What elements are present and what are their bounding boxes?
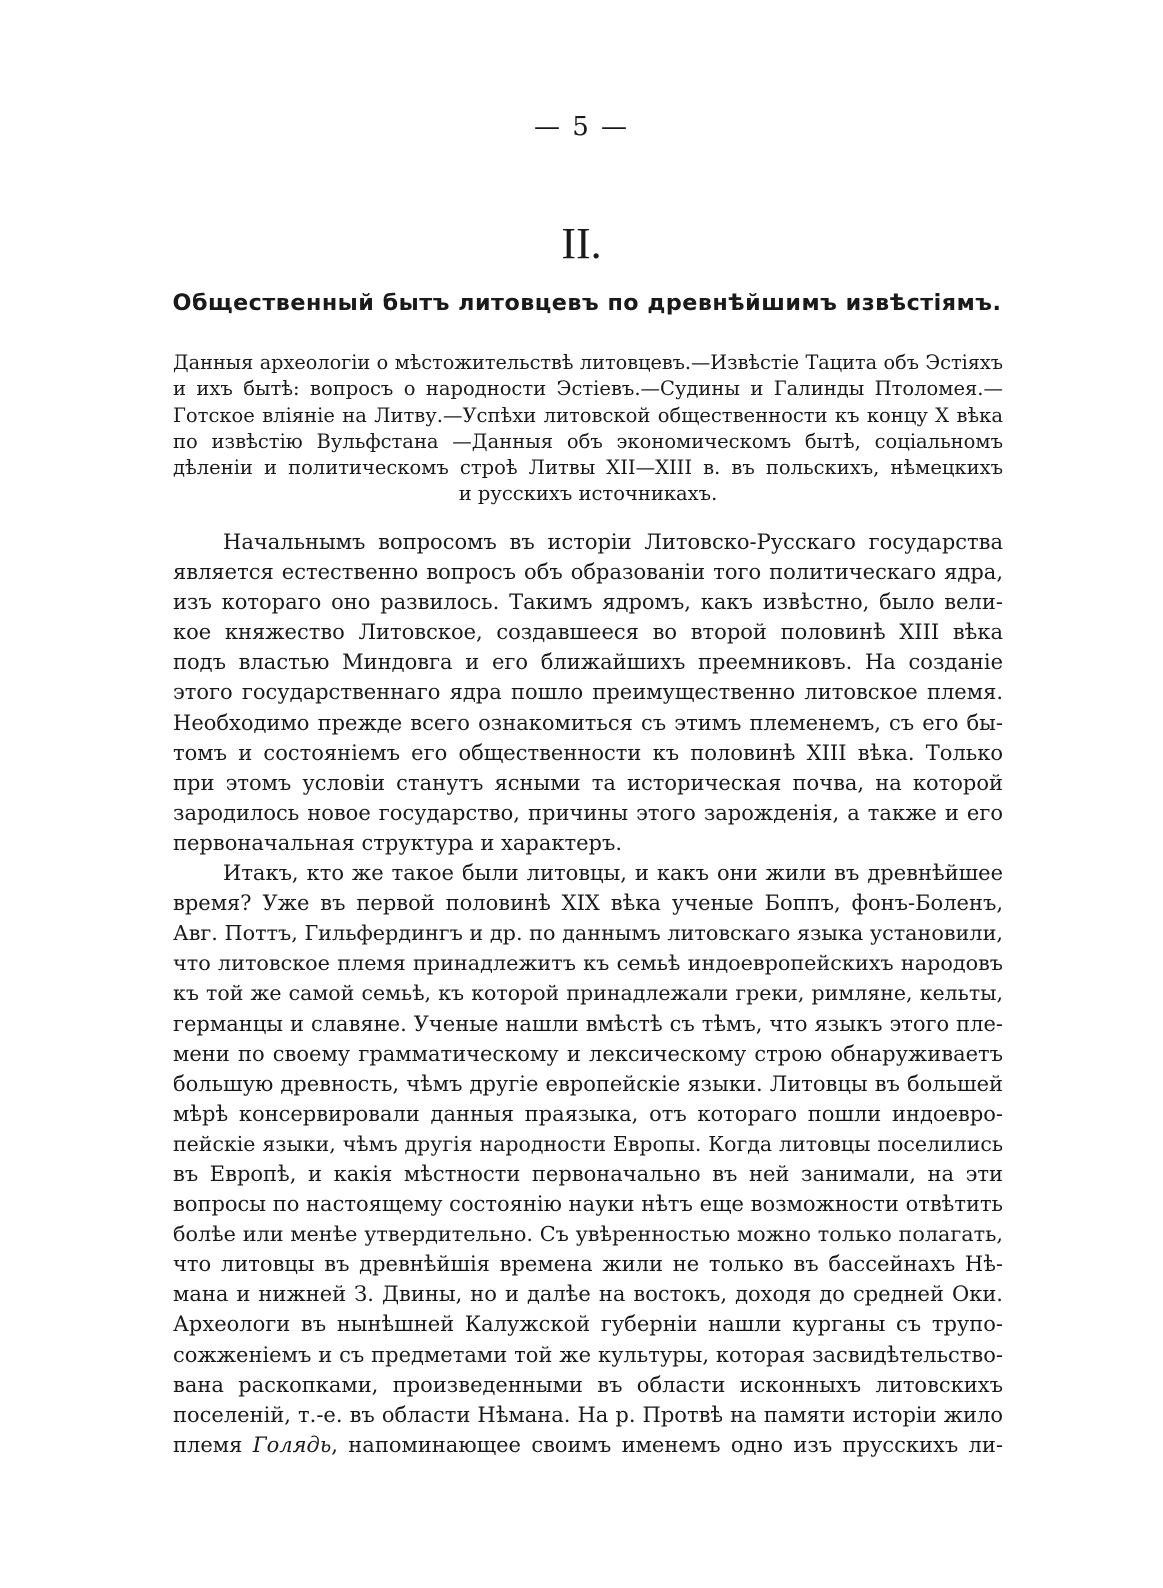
summary-line: Данныя археологіи о мѣстожительствѣ литовцевъ.—Извѣстіе Тацита объ Эстіяхъ <box>173 351 1003 374</box>
text-line: пейскіе языки, чѣмъ другія народности Европы. Когда литовцы поселились <box>173 1131 1003 1156</box>
text-line: большую древность, чѣмъ другіе европейскіе языки. Литовцы въ большей <box>173 1071 1003 1096</box>
text-line: мана и нижней З. Двины, но и далѣе на востокъ, доходя до средней Оки. <box>173 1282 1003 1307</box>
chapter-summary <box>173 350 1003 508</box>
chapter-title: Общественный бытъ литовцевъ по древнѣйшимъ извѣстіямъ. <box>172 290 1002 316</box>
text-line: въ Европѣ, и какія мѣстности первоначально въ ней занимали, на эти <box>173 1161 1003 1186</box>
text-line: германцы и славяне. Ученые нашли вмѣстѣ съ тѣмъ, что языкъ этого пле- <box>173 1011 1003 1036</box>
summary-line: дѣленіи и политическомъ строѣ Литвы XII—XIII в. въ польскихъ, нѣмецкихъ <box>173 456 1003 480</box>
text-line: подъ властью Миндовга и его ближайшихъ преемниковъ. На созданіе <box>173 650 1003 675</box>
summary-line: и русскихъ источникахъ. <box>458 482 718 506</box>
summary-line: и ихъ бытѣ: вопросъ о народности Эстіевъ.—Судины и Галинды Птоломея.— <box>173 377 1003 401</box>
text-line: кое княжество Литовское, создавшееся во второй половинѣ XIII вѣка <box>173 620 1003 645</box>
text-line: сожженіемъ и съ предметами той же культуры, которая засвидѣтельство- <box>173 1342 1003 1367</box>
text-line: является естественно вопросъ объ образованіи того политическаго ядра, <box>173 560 1003 585</box>
text-line: вана раскопками, произведенными въ области исконныхъ литовскихъ <box>173 1372 1003 1397</box>
text-line: томъ и состояніемъ его общественности къ половинѣ XIII вѣка. Только <box>173 740 1003 765</box>
text-line: при этомъ условіи станутъ ясными та историческая почва, на которой <box>173 770 1003 795</box>
text-line: Необходимо прежде всего ознакомиться съ этимъ племенемъ, съ его бы- <box>173 710 1003 735</box>
text-line: Итакъ, кто же такое были литовцы, и какъ они жили въ древнѣйшее <box>223 861 1003 886</box>
text-line: вопросы по настоящему состоянію науки нѣтъ еще возможности отвѣтить <box>173 1192 1003 1217</box>
tribe-name-italic: Голядь <box>252 1432 332 1457</box>
summary-line: по извѣстію Вульфстана —Данныя объ экономическомъ бытѣ, соціальномъ <box>173 429 1003 453</box>
text-line: болѣе или менѣе утвердительно. Съ увѣренностью можно только полагать, <box>173 1222 1003 1247</box>
text-line: мени по своему грамматическому и лексическому строю обнаруживаетъ <box>173 1041 1003 1066</box>
page-number: — 5 — <box>533 112 630 142</box>
text-line: время? Уже въ первой половинѣ XIX вѣка ученые Боппъ, фонъ-Боленъ, <box>173 891 1003 916</box>
text-line: Авг. Поттъ, Гильфердингъ и др. по даннымъ литовскаго языка установили, <box>173 921 1003 946</box>
paragraph-1 <box>173 527 1003 858</box>
summary-line: Готское вліяніе на Литву.—Успѣхи литовской общественности къ концу X вѣка <box>173 403 1003 427</box>
last-line-suffix: , напоминающее своимъ именемъ одно изъ прусскихъ ли- <box>331 1432 1003 1457</box>
text-line: зародилось новое государство, причины этого зарожденія, а также и его <box>173 800 1003 825</box>
text-line: первоначальная структура и характеръ. <box>173 830 623 855</box>
last-line-prefix: племя <box>173 1432 253 1457</box>
text-line: что литовское племя принадлежитъ къ семьѣ индоевропейскихъ народовъ <box>173 951 1003 976</box>
text-line: этого государственнаго ядра пошло преимущественно литовское племя. <box>173 680 1003 705</box>
text-line: Археологи въ нынѣшней Калужской губерніи нашли курганы съ трупо- <box>173 1312 1003 1337</box>
text-line: мѣрѣ консервировали данныя праязыка, отъ котораго пошли индоевро- <box>173 1101 1003 1126</box>
text-line: поселеній, т.-е. въ области Нѣмана. На р. Протвѣ на памяти исторіи жило <box>173 1402 1003 1427</box>
text-line: къ той же самой семьѣ, къ которой принадлежали греки, римляне, кельты, <box>173 981 1003 1006</box>
text-line: изъ котораго оно развилось. Такимъ ядромъ, какъ извѣстно, было вели- <box>173 590 1003 615</box>
paragraph-2 <box>173 858 1003 1460</box>
chapter-number: II. <box>561 219 602 268</box>
text-line: что литовцы въ древнѣйшія времена жили не только въ бассейнахъ Нѣ- <box>173 1252 1003 1277</box>
text-line-last <box>173 1430 1003 1460</box>
text-line: Начальнымъ вопросомъ въ исторіи Литовско-Русскаго государства <box>223 530 1003 554</box>
body-text <box>173 527 1003 1460</box>
